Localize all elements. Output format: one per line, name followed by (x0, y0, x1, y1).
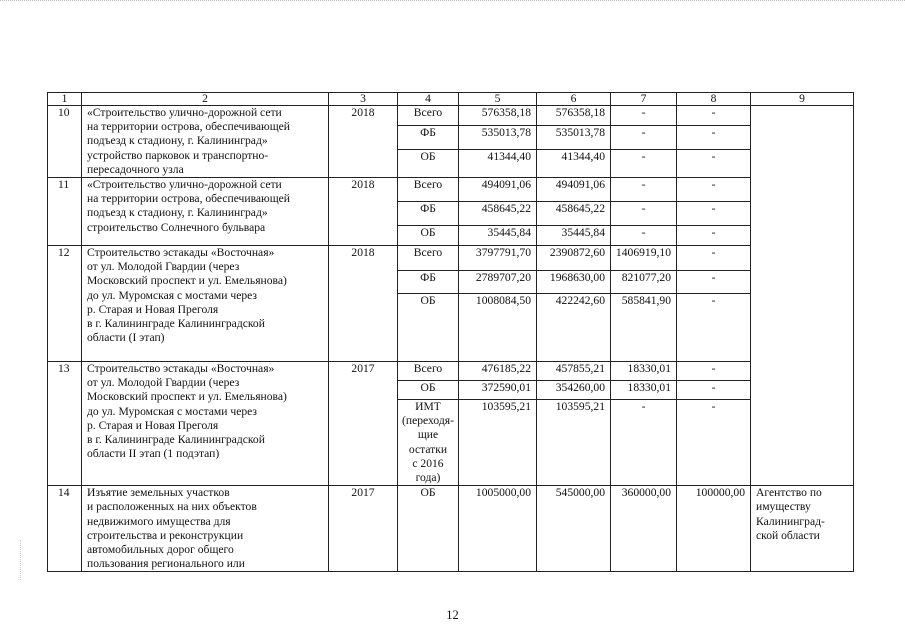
entry-name-line: области (I этап) (87, 331, 165, 345)
entry-name-line: р. Старая и Новая Преголя (87, 302, 219, 316)
entry-number: 12 (48, 246, 82, 362)
amount-col8: 100000,00 (677, 486, 751, 572)
funding-source: ОБ (398, 381, 459, 400)
entry-name-line: недвижимого имущества для (87, 514, 231, 528)
amount-col8: - (677, 106, 751, 126)
executor-agency-line: Калининград- (756, 514, 825, 528)
amount-col7: - (611, 178, 677, 202)
amount-col8: - (677, 150, 751, 178)
funding-source: ФБ (398, 271, 459, 294)
entry-name (82, 362, 329, 486)
amount-total: 458645,22 (459, 202, 537, 226)
amount-col6: 458645,22 (537, 202, 611, 226)
funding-source-line: щие (417, 428, 439, 442)
entry-name (82, 246, 329, 362)
amount-total: 535013,78 (459, 126, 537, 150)
amount-col7: - (611, 126, 677, 150)
entry-year: 2018 (329, 246, 398, 362)
entry-name-line: от ул. Молодой Гвардии (через (87, 376, 240, 390)
amount-col6: 457855,21 (537, 362, 611, 381)
entry-name-line: и расположенных на них объектов (87, 500, 257, 514)
entry-year: 2017 (329, 362, 398, 486)
funding-source: Всего (398, 178, 459, 202)
funding-source: ОБ (398, 150, 459, 178)
entry-name-line: в г. Калининграде Калининградской (87, 317, 265, 331)
amount-col8: - (677, 400, 751, 486)
amount-col6: 576358,18 (537, 106, 611, 126)
amount-col6: 535013,78 (537, 126, 611, 150)
funding-source-line: ИМТ (415, 400, 441, 414)
executor-agency (751, 486, 854, 572)
entry-name-line: до ул. Муромская с мостами через (87, 404, 258, 418)
entry-year: 2017 (329, 486, 398, 572)
entry-name-line: Московский проспект и ул. Емельянова) (87, 390, 287, 404)
funding-source: Всего (398, 362, 459, 381)
amount-total: 41344,40 (459, 150, 537, 178)
entry-number: 14 (48, 486, 82, 572)
table-row (48, 486, 854, 572)
entry-name-line: в г. Калининграде Калининградской (87, 433, 265, 447)
amount-col7: - (611, 400, 677, 486)
amount-col8: - (677, 362, 751, 381)
col-header: 2 (82, 93, 329, 106)
entry-name-line: пользования регионального или (87, 557, 245, 571)
amount-total: 1005000,00 (459, 486, 537, 572)
entry-name (82, 106, 329, 178)
amount-col6: 1968630,00 (537, 271, 611, 294)
col-header: 5 (459, 93, 537, 106)
amount-col8: - (677, 178, 751, 202)
entry-name (82, 486, 329, 572)
column-number-row (48, 93, 854, 106)
amount-col8: - (677, 271, 751, 294)
amount-col6: 35445,84 (537, 226, 611, 246)
amount-total: 3797791,70 (459, 246, 537, 271)
amount-total: 1008084,50 (459, 294, 537, 362)
amount-total: 35445,84 (459, 226, 537, 246)
entry-name-line: строительства и реконструкции (87, 528, 244, 542)
entry-name-line: Московский проспект и ул. Емельянова) (87, 274, 287, 288)
scan-edge (0, 0, 905, 7)
program-table (47, 92, 854, 572)
entry-name-line: области II этап (1 подэтап) (87, 447, 220, 461)
amount-col7: - (611, 150, 677, 178)
funding-source-line: остатки (408, 442, 448, 456)
entry-number: 11 (48, 178, 82, 246)
entry-name-line: до ул. Муромская с мостами через (87, 288, 258, 302)
funding-source-line: с 2016 (412, 456, 444, 470)
entry-year: 2018 (329, 106, 398, 178)
amount-col7: - (611, 226, 677, 246)
entry-name-line: р. Старая и Новая Преголя (87, 418, 219, 432)
funding-source: ОБ (398, 486, 459, 572)
amount-col7: 1406919,10 (611, 246, 677, 271)
entry-name-line: Строительство эстакады «Восточная» (87, 246, 275, 260)
amount-total: 372590,01 (459, 381, 537, 400)
entry-name-line: на территории острова, обеспечивающей (87, 192, 290, 206)
table-row (48, 246, 854, 271)
col-header: 8 (677, 93, 751, 106)
amount-col8: - (677, 246, 751, 271)
funding-source (398, 400, 459, 486)
col-header: 3 (329, 93, 398, 106)
table-row (48, 106, 854, 126)
entry-name-line: автомобильных дорог общего (87, 543, 234, 557)
executor-agency-line: ской области (756, 528, 820, 542)
amount-col8: - (677, 381, 751, 400)
amount-col6: 2390872,60 (537, 246, 611, 271)
amount-col6: 354260,00 (537, 381, 611, 400)
funding-source: ФБ (398, 202, 459, 226)
amount-total: 576358,18 (459, 106, 537, 126)
funding-source-line: года) (415, 471, 441, 485)
entry-name-line: строительство Солнечного бульвара (87, 220, 266, 234)
executor-agency-line: Агентство по (756, 486, 822, 500)
amount-col6: 422242,60 (537, 294, 611, 362)
col-header: 7 (611, 93, 677, 106)
funding-source: ОБ (398, 226, 459, 246)
funding-source: ОБ (398, 294, 459, 362)
entry-year: 2018 (329, 178, 398, 246)
amount-total: 494091,06 (459, 178, 537, 202)
entry-name-line: устройство парковок и транспортно- (87, 148, 269, 162)
col-header: 1 (48, 93, 82, 106)
entry-name-line: подъезд к стадиону, г. Калининград» (87, 134, 268, 148)
entry-number: 13 (48, 362, 82, 486)
amount-col8: - (677, 126, 751, 150)
funding-source-line: (переходя- (402, 414, 454, 428)
entry-name-line: «Строительство улично-дорожной сети (87, 178, 282, 192)
executor-agency-line: имуществу (756, 500, 811, 514)
amount-col7: 585841,90 (611, 294, 677, 362)
amount-col7: 360000,00 (611, 486, 677, 572)
entry-name-line: пересадочного узла (87, 162, 184, 176)
page-number: 12 (446, 608, 459, 622)
amount-col7: 821077,20 (611, 271, 677, 294)
entry-name-line: Строительство эстакады «Восточная» (87, 362, 275, 376)
amount-col7: - (611, 202, 677, 226)
amount-col8: - (677, 226, 751, 246)
col-header: 4 (398, 93, 459, 106)
amount-col8: - (677, 294, 751, 362)
col-header: 6 (537, 93, 611, 106)
funding-source: ФБ (398, 126, 459, 150)
entry-name-line: Изъятие земельных участков (87, 486, 230, 500)
amount-col7: 18330,01 (611, 362, 677, 381)
entry-name-line: подъезд к стадиону, г. Калининград» (87, 206, 268, 220)
amount-total: 103595,21 (459, 400, 537, 486)
amount-total: 476185,22 (459, 362, 537, 381)
amount-total: 2789707,20 (459, 271, 537, 294)
scan-edge-left (20, 540, 23, 580)
amount-col6: 494091,06 (537, 178, 611, 202)
amount-col7: - (611, 106, 677, 126)
table-row (48, 362, 854, 381)
amount-col8: - (677, 202, 751, 226)
entry-name-line: от ул. Молодой Гвардии (через (87, 260, 240, 274)
executor-cell-empty (751, 106, 854, 486)
entry-name-line: на территории острова, обеспечивающей (87, 120, 290, 134)
funding-source: Всего (398, 246, 459, 271)
amount-col6: 41344,40 (537, 150, 611, 178)
amount-col7: 18330,01 (611, 381, 677, 400)
amount-col6: 545000,00 (537, 486, 611, 572)
entry-number: 10 (48, 106, 82, 178)
col-header: 9 (751, 93, 854, 106)
entry-name-line: «Строительство улично-дорожной сети (87, 106, 282, 119)
amount-col6: 103595,21 (537, 400, 611, 486)
funding-source: Всего (398, 106, 459, 126)
table-row (48, 178, 854, 202)
entry-name (82, 178, 329, 246)
